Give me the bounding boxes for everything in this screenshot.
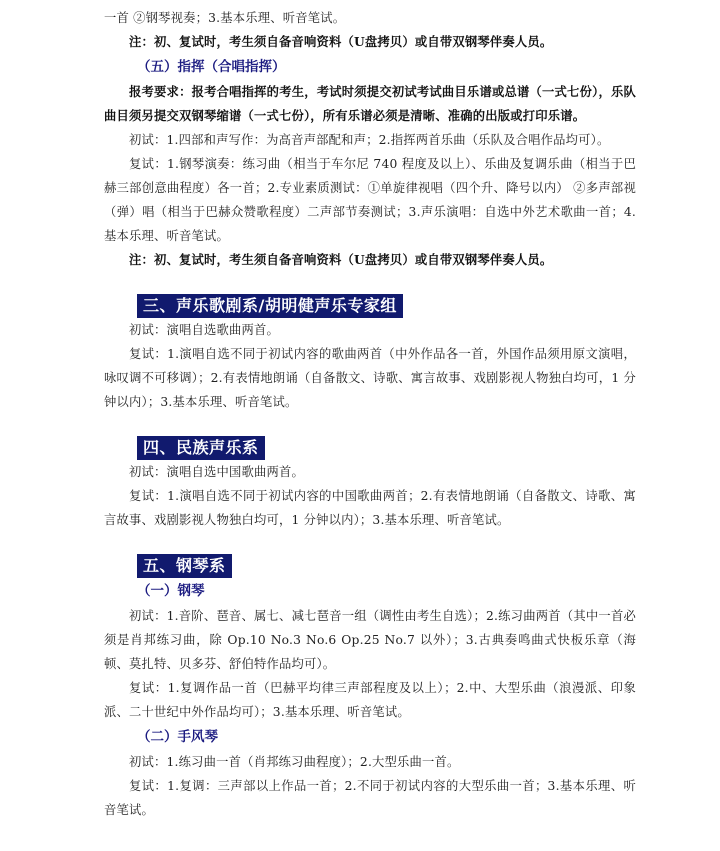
section-heading-wrap <box>104 554 636 578</box>
section-heading-piano: 五、钢琴系 <box>137 554 232 578</box>
subheading-conducting: （五）指挥（合唱指挥） <box>137 59 286 75</box>
section-heading-vocal-opera: 三、声乐歌剧系/胡明健声乐专家组 <box>137 294 403 318</box>
requirements-text: 报考要求：报考合唱指挥的考生，考试时须提交初试考试曲目乐谱或总谱（一式七份），乐队曲目须另提交双钢琴缩谱（一式七份），所有乐谱必须是清晰、准确的出版或打印乐谱。 <box>104 84 636 123</box>
note-text: 注：初、复试时，考生须自备音响资料（U盘拷贝）或自带双钢琴伴奏人员。 <box>129 252 553 267</box>
section-heading-wrap <box>104 436 636 460</box>
retest-text: 复试：1.钢琴演奏：练习曲（相当于车尔尼 740 程度及以上）、乐曲及复调乐曲（相当于巴赫三部创意曲程度）各一首；2.专业素质测试：①单旋律视唱（四个升、降号以内） ②多声部视（弹）唱（相当于巴赫众赞歌程度）二声部节奏测试；3.声乐演唱：自选中外艺术歌曲一首；4.基本乐理、听音笔试。 <box>104 157 636 243</box>
retest-text: 复试：1.演唱自选不同于初试内容的中国歌曲两首；2.有表情地朗诵（自备散文、诗歌、寓言故事、戏剧影视人物独白均可，1 分钟以内）；3.基本乐理、听音笔试。 <box>104 489 636 527</box>
initial-exam-text: 初试：演唱自选中国歌曲两首。 <box>129 465 304 479</box>
initial-exam-text: 初试：1.练习曲一首（肖邦练习曲程度）；2.大型乐曲一首。 <box>129 755 460 769</box>
paragraph-line: 一首 ②钢琴视奏；3.基本乐理、听音笔试。 <box>104 11 346 25</box>
subheading-piano: （一）钢琴 <box>137 583 205 599</box>
initial-exam-text: 初试：1.四部和声写作：为高音声部配和声；2.指挥两首乐曲（乐队及合唱作品均可）。 <box>129 133 610 147</box>
retest-text: 复试：1.演唱自选不同于初试内容的歌曲两首（中外作品各一首，外国作品须用原文演唱，咏叹调不可移调）；2.有表情地朗诵（自备散文、诗歌、寓言故事、戏剧影视人物独白均可，1 分钟以内）；3.基本乐理、听音笔试。 <box>104 347 636 409</box>
note-text: 注：初、复试时，考生须自备音响资料（U盘拷贝）或自带双钢琴伴奏人员。 <box>129 34 553 49</box>
initial-exam-text: 初试：演唱自选歌曲两首。 <box>129 323 279 337</box>
retest-text: 复试：1.复调作品一首（巴赫平均律三声部程度及以上）；2.中、大型乐曲（浪漫派、印象派、二十世纪中外作品均可）；3.基本乐理、听音笔试。 <box>104 681 636 719</box>
section-heading-folk-vocal: 四、民族声乐系 <box>137 436 265 460</box>
section-heading-wrap <box>104 294 636 318</box>
initial-exam-text: 初试：1.音阶、琶音、属七、减七琶音一组（调性由考生自选）；2.练习曲两首（其中一首必须是肖邦练习曲，除 Op.10 No.3 No.6 Op.25 No.7 以外）；3.古典奏鸣曲式快板乐章（海顿、莫扎特、贝多芬、舒伯特作品均可）。 <box>104 609 636 671</box>
retest-text: 复试：1.复调：三声部以上作品一首；2.不同于初试内容的大型乐曲一首；3.基本乐理、听音笔试。 <box>104 779 636 817</box>
subheading-accordion: （二）手风琴 <box>137 729 218 745</box>
